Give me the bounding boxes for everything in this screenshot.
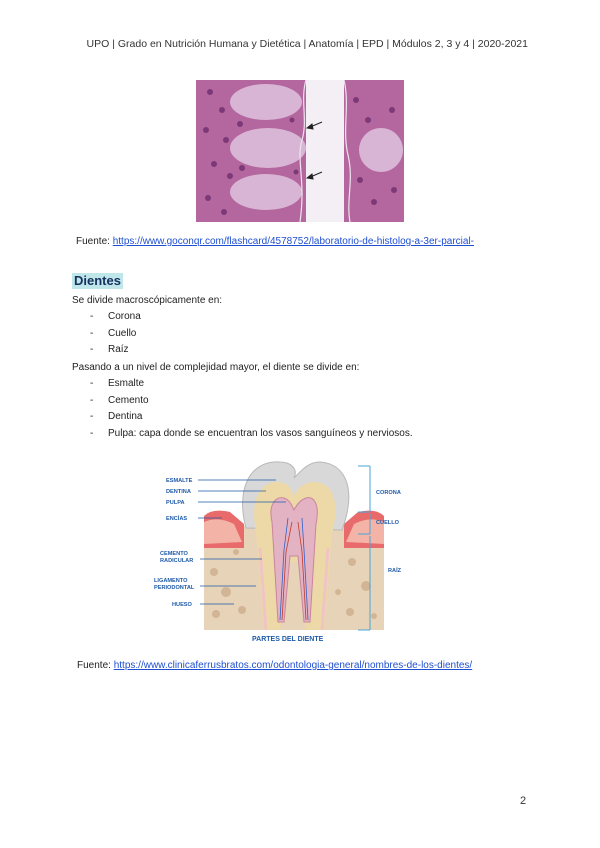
section-title: Dientes [74,273,121,288]
label-cemento: CEMENTO [160,551,188,557]
label-raiz: RAÍZ [388,568,402,574]
label-cuello: CUELLO [376,520,399,526]
intro-paragraph-2: Pasando a un nivel de complejidad mayor, el diente se divide en: [72,362,360,373]
label-radicular: RADICULAR [160,558,194,564]
list-item: - Cuello [90,327,137,339]
label-pulpa: PULPA [166,500,185,506]
list-item: - Corona [90,311,141,322]
figure2-caption [77,660,472,671]
figure2-source-link[interactable]: https://www.clinicaferrusbratos.com/odontologia-general/nombres-de-los-dientes/ [113,660,473,671]
page-number: 2 [520,795,527,807]
tooth-diagram [152,452,412,644]
list-item: - Pulpa: capa donde se encuentran los vasos sanguíneos y nerviosos. [90,427,413,439]
tissue-layers-list [90,376,413,442]
figure1-source-link[interactable]: https://www.goconqr.com/flashcard/4578752/laboratorio-de-histolog-a-3er-parcial- [112,236,475,247]
list-item: - Esmalte [90,378,145,389]
diagram-title: PARTES DEL DIENTE [252,636,324,643]
list-item: - Dentina [90,411,143,423]
figure1-caption-prefix: Fuente: [76,236,113,247]
label-dentina: DENTINA [166,489,191,495]
page-header: UPO | Grado en Nutrición Humana y Dietética | Anatomía | EPD | Módulos 2, 3 y 4 | 2020-2021 [86,38,528,50]
histology-image [196,80,404,222]
label-ligamento: LIGAMENTO [154,578,188,584]
label-hueso: HUESO [172,602,192,608]
list-item: - Raíz [90,344,129,356]
label-corona: CORONA [376,490,401,496]
macro-parts-list [90,309,141,359]
label-encias: ENCÍAS [166,516,188,522]
figure2-caption-prefix: Fuente: [77,660,114,671]
label-periodontal: PERIODONTAL [154,585,195,591]
label-esmalte: ESMALTE [166,478,193,484]
intro-paragraph-1: Se divide macroscópicamente en: [72,295,223,306]
figure1-caption [76,236,474,247]
list-item: - Cemento [90,394,149,406]
